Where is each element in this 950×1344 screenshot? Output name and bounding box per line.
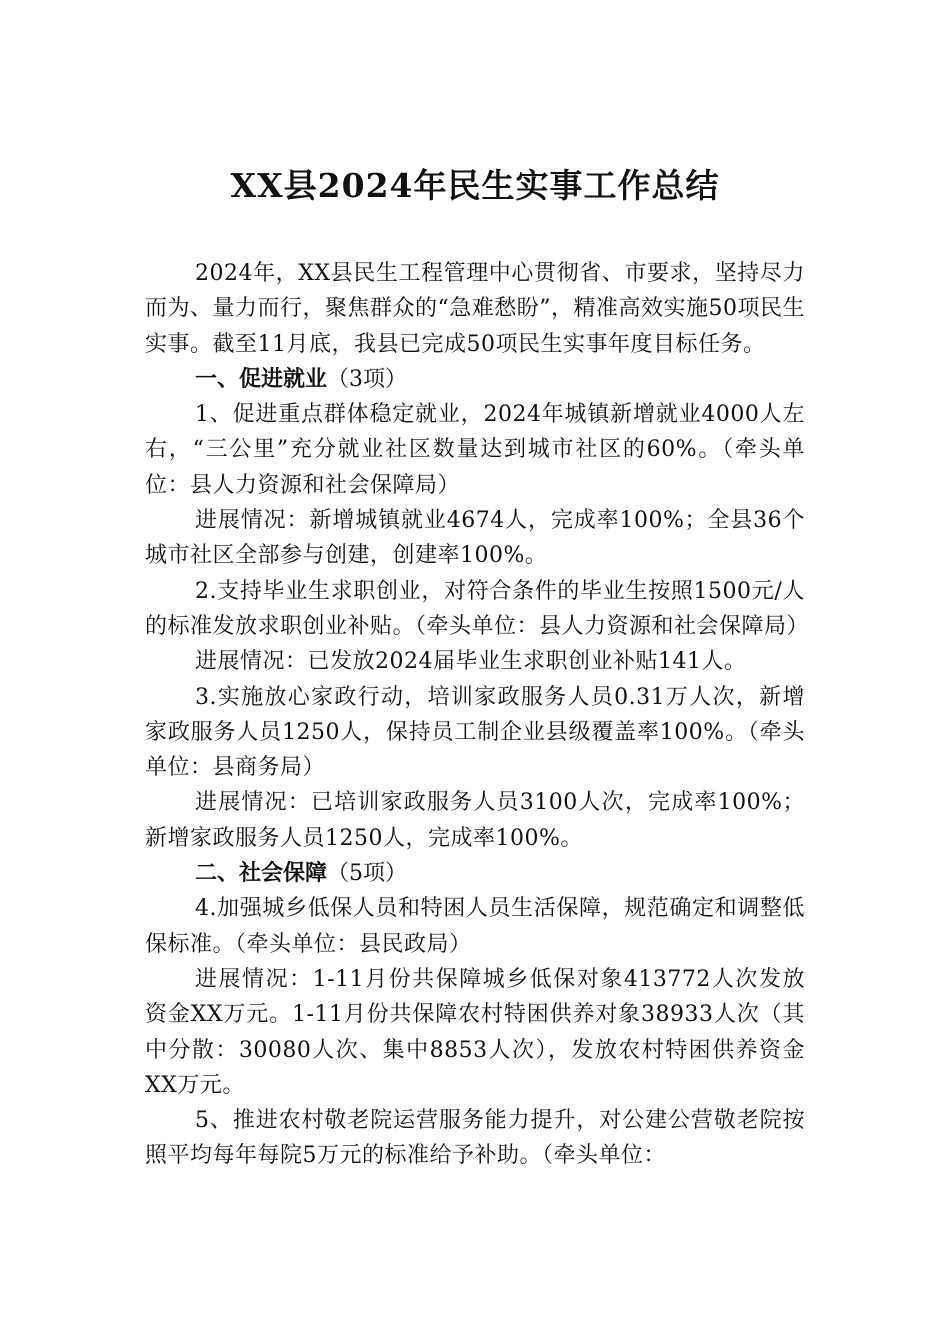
progress-paragraph: 进展情况：新增城镇就业4674人，完成率100%；全县36个城市社区全部参与创建，创建率100%。 bbox=[145, 508, 805, 569]
progress-paragraph: 进展情况：已发放2024届毕业生求职创业补贴141人。 bbox=[195, 649, 747, 675]
section-heading-label: 一、促进就业 bbox=[195, 366, 328, 392]
intro-paragraph: 2024年，XX县民生工程管理中心贯彻省、市要求，坚持尽力而为、量力而行，聚焦群众的“急难愁盼”，精准高效实施50项民生实事。截至11月底，我县已完成50项民生实事年度目标任务。 bbox=[145, 261, 805, 357]
section-heading-label: 二、社会保障 bbox=[195, 861, 328, 887]
item-paragraph: 4.加强城乡低保人员和特困人员生活保障，规范确定和调整低保标准。（牵头单位：县民政局） bbox=[145, 896, 805, 957]
section-heading-employment bbox=[145, 362, 805, 397]
item-paragraph: 5、推进农村敬老院运营服务能力提升，对公建公营敬老院按照平均每年每院5万元的标准给予补助。（牵头单位： bbox=[145, 1108, 805, 1169]
progress-paragraph: 进展情况：已培训家政服务人员3100人次，完成率100%；新增家政服务人员1250人，完成率100%。 bbox=[145, 790, 805, 851]
item-paragraph: 1、促进重点群体稳定就业，2024年城镇新增就业4000人左右，“三公里”充分就业社区数量达到城市社区的60%。（牵头单位：县人力资源和社会保障局） bbox=[145, 402, 805, 498]
item-paragraph: 3.实施放心家政行动，培训家政服务人员0.31万人次，新增家政服务人员1250人，保持员工制企业县级覆盖率100%。（牵头单位：县商务局） bbox=[145, 684, 805, 781]
section-heading-social-security bbox=[145, 856, 805, 891]
document-body bbox=[145, 256, 810, 1174]
section-item-count: （3项） bbox=[327, 366, 408, 392]
section-item-count: （5项） bbox=[327, 861, 408, 887]
item-paragraph: 2.支持毕业生求职创业，对符合条件的毕业生按照1500元/人的标准发放求职创业补贴。（牵头单位：县人力资源和社会保障局） bbox=[145, 578, 810, 639]
document-title: XX县2024年民生实事工作总结 bbox=[230, 166, 720, 205]
progress-paragraph: 进展情况：1-11月份共保障城乡低保对象413772人次发放资金XX万元。1-11月份共保障农村特困供养对象38933人次（其中分散：30080人次、集中8853人次），发放农村特困供养资金XX万元。 bbox=[145, 966, 805, 1098]
